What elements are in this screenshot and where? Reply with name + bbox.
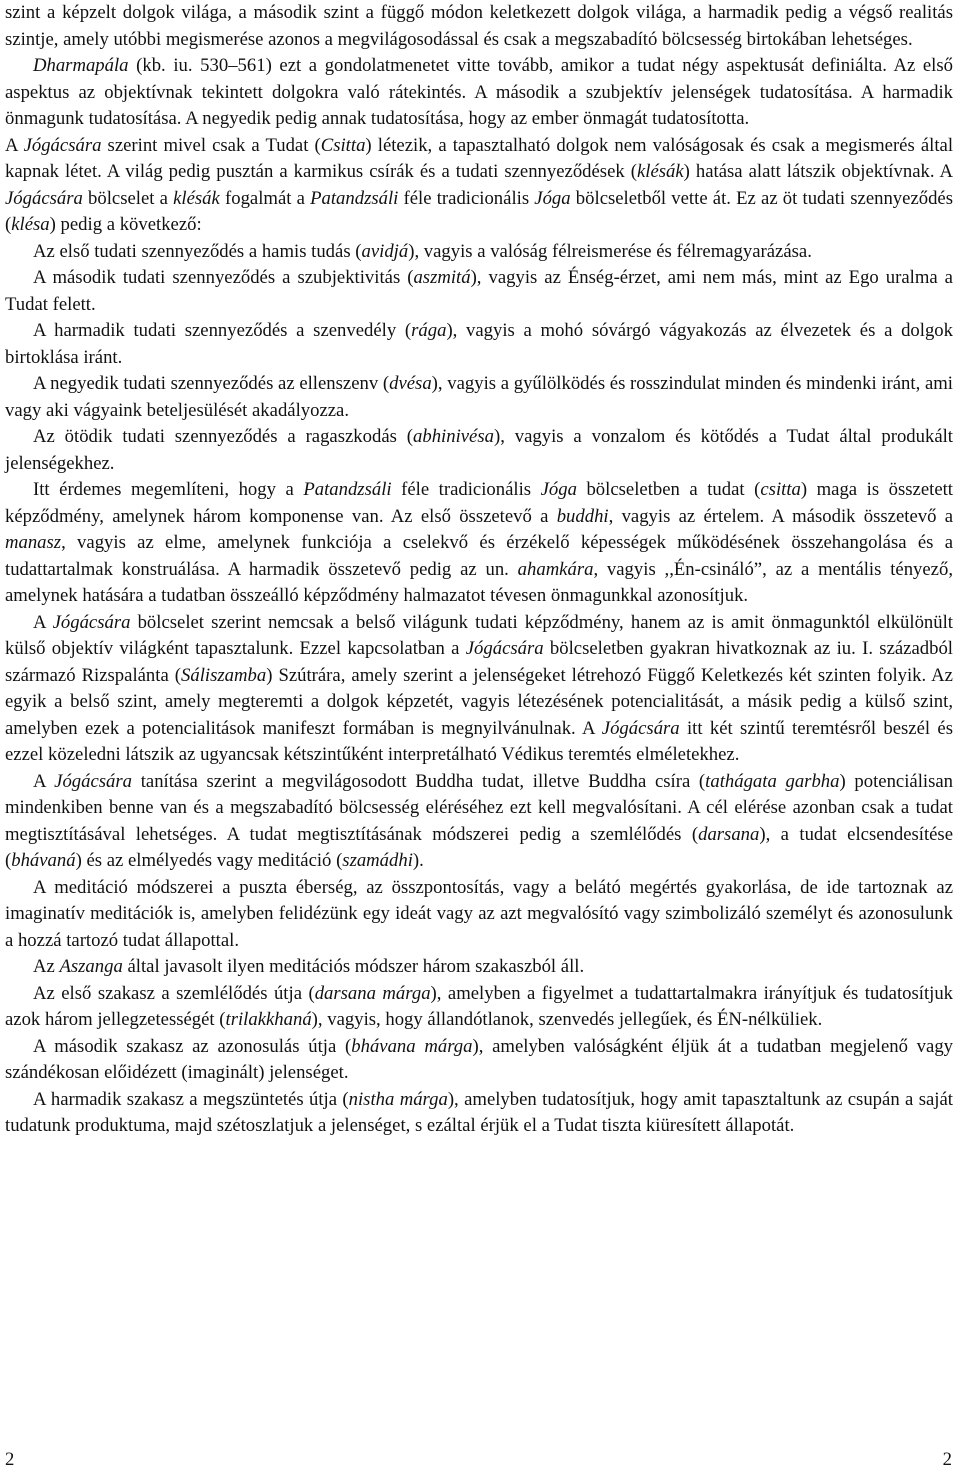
- text-run: ) maga is összetett képződmény, amelynek három komponense van. Az első összetevő a: [5, 479, 953, 527]
- italic-term: Jógácsára: [465, 638, 544, 659]
- italic-term: darsana: [698, 823, 760, 845]
- text-run: tanítása szerint a megvilágosodott Buddha tudat, illetve Buddha csíra (: [132, 770, 706, 792]
- italic-term: Sáliszamba: [181, 664, 267, 686]
- text-run: ), vagyis a valóság félreismerése és félremagyarázása.: [408, 240, 812, 262]
- text-run: ) potenciálisan mindenkiben benne van és a megszabadító bölcsesség eléréséhez ezt kell megvalósítani. A cél elérése azonban csak a tudat megtisztításával lehetséges. A tudat megtisztításának módszerei pedig a szemlélődés (: [5, 770, 953, 845]
- text-run: Az első szakasz a szemlélődés útja (: [33, 982, 315, 1004]
- paragraph: [5, 477, 953, 610]
- text-run: bölcseletben a tudat (: [576, 479, 761, 500]
- paragraph: [5, 371, 953, 424]
- italic-term: trilakkhaná: [225, 1009, 312, 1030]
- italic-term: Aszanga: [59, 956, 123, 977]
- text-run: Az ötödik tudati szennyeződés a ragaszkodás (: [33, 426, 413, 447]
- text-run: ).: [412, 850, 424, 871]
- paragraph: [5, 424, 953, 477]
- page-number-left: 2: [5, 1449, 15, 1470]
- italic-term: manasz: [5, 532, 62, 553]
- italic-term: Jógácsára: [52, 611, 131, 633]
- paragraph: [5, 318, 953, 371]
- italic-term: Jógácsára: [23, 134, 102, 156]
- text-run: ) hatása alatt látszik objektívnak. A: [683, 161, 953, 182]
- text-run: , vagyis az elme, amelynek funkciója a cselekvő és érzékelő képességek működésének összehangolása és a tudattartalmak konstruálása. A harmadik összetevő pedig az un.: [5, 532, 953, 580]
- paragraph: [5, 981, 953, 1034]
- italic-term: tathágata garbha: [705, 770, 840, 792]
- italic-term: Patandzsáli: [303, 479, 392, 500]
- text-run: által javasolt ilyen meditációs módszer három szakaszból áll.: [122, 956, 585, 977]
- italic-term: Jógácsára: [601, 717, 680, 739]
- text-run: A: [5, 134, 24, 156]
- text-run: ), vagyis a vonzalom és kötődés a Tudat által produkált jelenségekhez.: [5, 426, 953, 474]
- text-run: ), amelyben valóságként éljük át a tudatban megjelenő vagy szándékosan előidézett (imaginált) jelenséget.: [5, 1035, 954, 1083]
- paragraph: [5, 1034, 953, 1087]
- italic-term: bhávana márga: [351, 1035, 473, 1057]
- text-run: ), vagyis a mohó sóvárgó vágyakozás az élvezetek és a dolgok birtoklása iránt.: [5, 320, 953, 368]
- text-run: bölcseletben gyakran hivatkoznak az iu. I. századból származó Rizspalánta (: [5, 638, 953, 686]
- text-run: A meditáció módszerei a puszta éberség, az összpontosítás, vagy a belátó megértés gyakorlása, de ide tartoznak az imaginatív meditációk is, amelyben felidézünk egy ideát vagy az azt megvalósító vagy szimbolizáló személyt és azonosulunk a hozzá tartozó tudat állapottal.: [5, 876, 953, 951]
- text-run: ) létezik, a tapasztalható dolgok nem valóságosak és csak a megismerés által kapnak létet. A világ pedig pusztán a karmikus csírák és a tudati szennyeződések (: [5, 134, 954, 182]
- italic-term: csitta: [760, 479, 801, 500]
- text-run: , vagyis az értelem. A második összetevő a: [608, 505, 953, 527]
- paragraph: [5, 875, 953, 955]
- text-run: (kb. iu. 530–561) ezt a gondolatmenetet vitte tovább, amikor a tudat négy aspektusát definiálta. Az első aspektus az objektívnak tekintett dolgokra való rátekintés. A második a szubjektív jelenségek tudatosítása. A harmadik önmagunk tudatosítása. A negyedik pedig annak tudatosítása, hogy az ember önmagát tudatosította.: [5, 55, 953, 129]
- paragraph: [5, 954, 953, 981]
- text-run: A negyedik tudati szennyeződés az ellenszenv (: [33, 373, 390, 394]
- italic-term: rága: [411, 320, 447, 341]
- italic-term: Patandzsáli: [310, 187, 399, 209]
- italic-term: buddhi: [556, 505, 609, 527]
- text-run: féle tradicionális: [398, 187, 535, 209]
- italic-term: abhinivésa: [413, 426, 494, 447]
- italic-term: nistha márga: [348, 1088, 448, 1110]
- italic-term: Jógácsára: [5, 187, 83, 209]
- text-run: Az: [33, 956, 60, 977]
- italic-term: Jóga: [534, 187, 571, 209]
- text-run: ), vagyis, hogy állandótlanok, szenvedés jellegűek, és ÉN-nélküliek.: [311, 1009, 823, 1030]
- text-run: A harmadik tudati szennyeződés a szenvedély (: [33, 320, 412, 341]
- text-run: A második tudati szennyeződés a szubjektivitás (: [33, 267, 414, 288]
- text-run: fogalmát a: [219, 187, 311, 209]
- text-run: ), amelyben tudatosítjuk, hogy amit tapasztaltunk az csupán a saját tudatunk produktuma, majd szétoszlatjuk a jelenséget, s ezáltal érjük el a Tudat tiszta kiüresített állapotát.: [5, 1088, 953, 1136]
- text-run: ), vagyis az Énség-érzet, ami nem más, mint az Ego uralma a Tudat felett.: [5, 267, 953, 315]
- italic-term: klésák: [636, 161, 684, 182]
- paragraph: [5, 53, 953, 133]
- text-run: féle tradicionális: [391, 479, 541, 500]
- text-run: A: [33, 770, 55, 792]
- italic-term: Dharmapála: [33, 55, 129, 76]
- italic-term: avidjá: [361, 240, 409, 262]
- italic-term: aszmitá: [413, 267, 471, 288]
- text-run: ) és az elmélyedés vagy meditáció (: [75, 850, 343, 871]
- page-number-right: 2: [942, 1449, 952, 1470]
- italic-term: ahamkára: [517, 558, 594, 580]
- paragraph: [5, 239, 953, 266]
- document-body: [5, 0, 953, 1140]
- italic-term: Csitta: [320, 134, 366, 156]
- italic-term: klésa: [11, 214, 50, 235]
- text-run: Az első tudati szennyeződés a hamis tudás (: [33, 240, 362, 262]
- paragraph: [5, 0, 953, 53]
- text-run: itt két szintű teremtésről beszél és ezzel közeledni látszik az ugyancsak kétszintűként interpretálható Védikus teremtés elméletekhez.: [5, 717, 953, 765]
- italic-term: bhávaná: [11, 850, 76, 871]
- paragraph: [5, 769, 953, 875]
- paragraph: [5, 265, 953, 318]
- paragraph: [5, 610, 953, 769]
- italic-term: Jógácsára: [54, 770, 133, 792]
- text-run: , vagyis ,,Én-csináló”, az a mentális tényező, amelynek hatására a tudatban összeálló képződmény halmazatot tévesen önmagunkkal azonosítjuk.: [5, 558, 953, 606]
- text-run: A harmadik szakasz a megszüntetés útja (: [33, 1088, 349, 1110]
- paragraph: [5, 133, 953, 239]
- text-run: ), vagyis a gyűlölködés és rosszindulat minden és mindenki iránt, ami vagy aki vágyaink beteljesülését akadályozza.: [5, 373, 953, 421]
- text-run: ), amelyben a figyelmet a tudattartalmakra irányítjuk és tudatosítjuk azok három jellegzetességét (: [5, 982, 954, 1030]
- italic-term: szamádhi: [342, 850, 413, 871]
- italic-term: Jóga: [540, 479, 577, 500]
- text-run: bölcselet a: [82, 187, 174, 209]
- text-run: szerint mivel csak a Tudat (: [101, 134, 321, 156]
- italic-term: dvésa: [389, 373, 432, 394]
- text-run: szint a képzelt dolgok világa, a második szint a függő módon keletkezett dolgok világa, a harmadik pedig a végső realitás szintje, amely utóbbi megismerése azonos a megvilágosodással és csak a megszabadító bölcsesség birtokában lehetséges.: [5, 2, 953, 50]
- text-run: bölcselet szerint nemcsak a belső világunk tudati képződmény, hanem az is amit önmagunktól elkülönült külső objektív világként tapasztalunk. Ezzel kapcsolatban a: [5, 611, 953, 659]
- text-run: ) pedig a következő:: [49, 214, 202, 235]
- italic-term: darsana márga: [314, 982, 431, 1004]
- text-run: A: [33, 611, 53, 633]
- text-run: ) Szútrára, amely szerint a jelenségeket létrehozó Függő Keletkezés két szinten folyik. Az egyik a belső szint, amely megteremti a dolgok képzetét, vagyis létezésének potencialitását, a másik pedig a külső szint, amelyben ezek a potencialitások manifeszt formában is megnyilvánulnak. A: [5, 664, 953, 739]
- text-run: bölcseletből vette át. Ez az öt tudati szennyeződés (: [5, 187, 953, 235]
- text-run: ), a tudat elcsendesítése (: [5, 823, 954, 871]
- paragraph: [5, 1087, 953, 1140]
- text-run: A második szakasz az azonosulás útja (: [33, 1035, 352, 1057]
- italic-term: klésák: [173, 187, 220, 209]
- text-run: Itt érdemes megemlíteni, hogy a: [33, 479, 304, 500]
